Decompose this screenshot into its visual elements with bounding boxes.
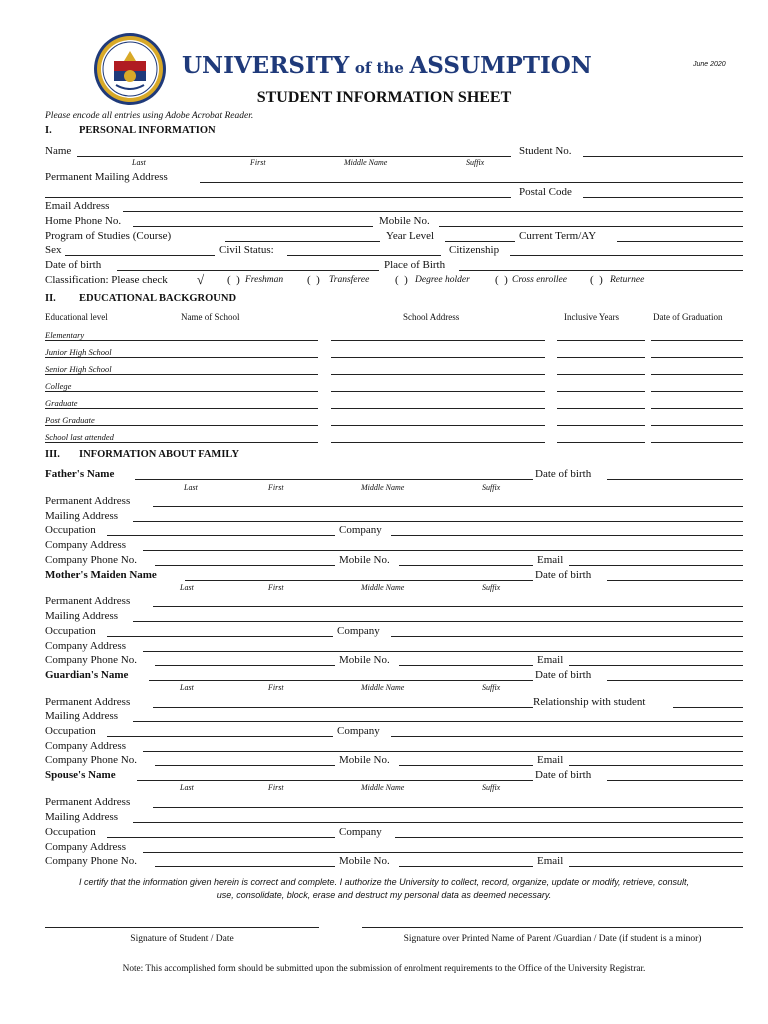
column-header: Date of Graduation [653,312,723,322]
column-header: School Address [403,312,460,322]
university-name [182,52,592,79]
name-part-caption: Suffix [482,583,501,592]
university-name-part: of the [354,59,404,77]
education-level-label: School last attended [45,432,114,442]
spouse-name-field[interactable] [137,768,533,781]
father-company-phone-field[interactable] [155,553,335,566]
graduation-date-field[interactable] [651,432,743,443]
name-part-caption: Middle Name [361,683,405,692]
program-label: Program of Studies (Course) [45,230,172,242]
current-term-label: Current Term/AY [519,230,597,242]
guardian-mailing-address-label: Mailing Address [45,710,119,722]
mother-company-phone-field[interactable] [155,653,335,666]
school-name-field[interactable] [45,398,318,409]
school-address-field[interactable] [331,364,545,375]
name-part-caption: Suffix [482,483,501,492]
name-part-caption: First [250,158,266,167]
mother-email-field[interactable] [569,653,743,666]
education-row [45,347,743,359]
guardian-company-address-field[interactable] [143,739,743,752]
name-part-caption: First [268,583,284,592]
father-company-phone-label: Company Phone No. [45,554,137,566]
inclusive-years-field[interactable] [557,432,645,443]
graduation-date-field[interactable] [651,381,743,392]
father-mailing-address-label: Mailing Address [45,510,119,522]
spouse-company-phone-label: Company Phone No. [45,855,137,867]
mother-company-address-label: Company Address [45,640,126,652]
checkbox-cross-enrollee[interactable]: ( ) [495,274,508,286]
spouse-company-address-label: Company Address [45,841,126,853]
mother-dob-field[interactable] [607,568,743,581]
spouse-email-field[interactable] [569,854,743,867]
home-phone-field[interactable] [133,214,373,227]
name-part-caption: Last [180,583,194,592]
spouse-company-phone-field[interactable] [155,854,335,867]
option-label: Cross enrollee [512,275,567,285]
name-part-caption: Last [184,483,198,492]
graduation-date-field[interactable] [651,330,743,341]
education-level-label: Elementary [45,330,85,340]
civil-status-field[interactable] [287,243,441,256]
mother-mailing-address-field[interactable] [133,609,743,622]
guardian-company-phone-label: Company Phone No. [45,754,137,766]
university-name-part: ASSUMPTION [409,52,592,79]
spouse-email-label: Email [537,855,564,867]
spouse-mobile-field[interactable] [399,854,533,867]
school-address-field[interactable] [331,398,545,409]
section-number: II. [45,293,56,304]
spouse-company-address-field[interactable] [143,840,743,853]
inclusive-years-field[interactable] [557,330,645,341]
mother-mobile-label: Mobile No. [339,654,390,666]
guardian-name-label: Guardian's Name [45,669,129,681]
current-term-field[interactable] [617,229,743,242]
mother-permanent-address-label: Permanent Address [45,595,131,607]
mother-company-address-field[interactable] [143,639,743,652]
year-level-label: Year Level [386,230,435,242]
mother-company-field[interactable] [391,624,743,637]
postal-code-field[interactable] [583,185,743,198]
name-field[interactable] [77,144,511,157]
inclusive-years-field[interactable] [557,381,645,392]
father-mailing-address-field[interactable] [133,509,743,522]
education-row [45,432,743,444]
guardian-occupation-field[interactable] [107,724,333,737]
section-label: INFORMATION ABOUT FAMILY [79,449,240,460]
school-address-field[interactable] [331,330,545,341]
option-label: Freshman [245,275,284,285]
father-company-address-label: Company Address [45,539,126,551]
student-signature-line[interactable] [45,915,319,928]
school-address-field[interactable] [331,347,545,358]
guardian-mobile-label: Mobile No. [339,754,390,766]
parent-signature-label: Signature over Printed Name of Parent /Guardian / Date (if student is a minor) [403,934,702,944]
certification-text: I certify that the information given herein is correct and complete. I authorize the University to collect, record, organize, update or modify, retrieve, consult, use, consolidate, block, erase and destruct my personal data as deemed necessary. [78,877,690,900]
education-level-label: College [45,381,72,391]
spouse-permanent-address-field[interactable] [153,795,743,808]
mother-email-label: Email [537,654,564,666]
mother-company-label: Company [337,625,380,637]
guardian-name-field[interactable] [149,668,533,681]
name-part-caption: Suffix [482,683,501,692]
section-number: I. [45,125,52,136]
mother-name-label: Mother's Maiden Name [45,569,157,581]
mother-permanent-address-field[interactable] [153,594,743,607]
relationship-field[interactable] [673,695,743,708]
spouse-dob-label: Date of birth [535,769,592,781]
father-company-label: Company [339,524,382,536]
spouse-company-field[interactable] [395,825,743,838]
mobile-field[interactable] [439,214,743,227]
guardian-company-address-label: Company Address [45,740,126,752]
graduation-date-field[interactable] [651,347,743,358]
permanent-mailing-label: Permanent Mailing Address [45,171,168,183]
university-name-part: UNIVERSITY [182,52,350,79]
name-part-caption: Middle Name [361,483,405,492]
spouse-permanent-address-label: Permanent Address [45,796,131,808]
father-occupation-label: Occupation [45,524,96,536]
name-part-caption: Suffix [466,158,485,167]
sex-field[interactable] [65,243,215,256]
section-label: PERSONAL INFORMATION [79,125,216,136]
inclusive-years-field[interactable] [557,347,645,358]
section-label: EDUCATIONAL BACKGROUND [79,293,237,304]
mother-company-phone-label: Company Phone No. [45,654,137,666]
name-label: Name [45,145,72,157]
father-dob-field[interactable] [607,467,743,480]
spouse-mailing-address-field[interactable] [133,810,743,823]
guardian-company-phone-field[interactable] [155,753,335,766]
name-part-caption: First [268,483,284,492]
year-level-field[interactable] [445,229,515,242]
education-row [45,398,743,410]
graduation-date-field[interactable] [651,415,743,426]
classification-label: Classification: Please check [45,274,168,286]
option-label: Degree holder [415,275,470,285]
father-dob-label: Date of birth [535,468,592,480]
name-part-caption: Middle Name [361,583,405,592]
inclusive-years-field[interactable] [557,415,645,426]
option-label: Returnee [610,275,645,285]
spouse-mailing-address-label: Mailing Address [45,811,119,823]
form-date: June 2020 [693,61,726,68]
mother-occupation-label: Occupation [45,625,96,637]
checkbox-degree-holder[interactable]: ( ) [395,274,408,286]
guardian-email-field[interactable] [569,753,743,766]
relationship-label: Relationship with student [533,696,646,708]
father-email-field[interactable] [569,553,743,566]
school-name-field[interactable] [45,381,318,392]
pob-field[interactable] [459,258,743,271]
father-mobile-field[interactable] [399,553,533,566]
father-permanent-address-label: Permanent Address [45,495,131,507]
education-row [45,381,743,393]
father-company-field[interactable] [391,523,743,536]
spouse-company-label: Company [339,826,382,838]
guardian-mobile-field[interactable] [399,753,533,766]
page-title: STUDENT INFORMATION SHEET [256,89,512,106]
guardian-dob-field[interactable] [607,668,743,681]
email-label: Email Address [45,200,110,212]
column-header: Educational level [45,312,108,322]
name-part-caption: Middle Name [361,783,405,792]
guardian-mailing-address-field[interactable] [133,709,743,722]
check-mark: √ [197,272,205,287]
father-company-address-field[interactable] [143,538,743,551]
checkbox-returnee[interactable]: ( ) [590,274,603,286]
citizenship-label: Citizenship [449,244,500,256]
education-row [45,364,743,376]
guardian-company-label: Company [337,725,380,737]
father-mobile-label: Mobile No. [339,554,390,566]
father-name-label: Father's Name [45,468,115,480]
mother-mobile-field[interactable] [399,653,533,666]
mother-name-field[interactable] [185,568,533,581]
name-part-caption: Middle Name [344,158,388,167]
spouse-mobile-label: Mobile No. [339,855,390,867]
option-label: Transferee [329,275,370,285]
education-level-label: Post Graduate [45,415,95,425]
father-occupation-field[interactable] [107,523,335,536]
guardian-company-field[interactable] [391,724,743,737]
sex-label: Sex [45,244,62,256]
guardian-permanent-address-label: Permanent Address [45,696,131,708]
parent-signature-line[interactable] [362,915,743,928]
submission-note: Note: This accomplished form should be submitted upon the submission of enrolment requirements to the Office of the University Registrar. [122,964,646,974]
permanent-mailing-field-2[interactable] [45,185,511,198]
program-field[interactable] [225,229,380,242]
inclusive-years-field[interactable] [557,398,645,409]
spouse-name-label: Spouse's Name [45,769,116,781]
mother-dob-label: Date of birth [535,569,592,581]
mobile-label: Mobile No. [379,215,430,227]
education-row [45,415,743,427]
name-part-caption: Last [180,783,194,792]
student-signature-label: Signature of Student / Date [130,934,234,944]
school-address-field[interactable] [331,432,545,443]
civil-status-label: Civil Status: [219,244,274,256]
student-no-field[interactable] [583,144,743,157]
guardian-email-label: Email [537,754,564,766]
postal-code-label: Postal Code [519,186,572,198]
instruction-text: Please encode all entries using Adobe Acrobat Reader. [45,111,254,121]
school-name-field[interactable] [45,330,318,341]
spouse-occupation-label: Occupation [45,826,96,838]
school-address-field[interactable] [331,381,545,392]
father-permanent-address-field[interactable] [153,494,743,507]
father-email-label: Email [537,554,564,566]
permanent-mailing-field[interactable] [200,170,743,183]
inclusive-years-field[interactable] [557,364,645,375]
guardian-occupation-label: Occupation [45,725,96,737]
guardian-permanent-address-field[interactable] [153,695,533,708]
name-part-caption: Last [180,683,194,692]
spouse-occupation-field[interactable] [107,825,335,838]
name-part-caption: First [268,683,284,692]
graduation-date-field[interactable] [651,398,743,409]
mother-mailing-address-label: Mailing Address [45,610,119,622]
checkbox-transferee[interactable]: ( ) [307,274,320,286]
column-header: Inclusive Years [564,312,619,322]
father-name-field[interactable] [135,467,533,480]
education-level-label: Graduate [45,398,78,408]
spouse-dob-field[interactable] [607,768,743,781]
citizenship-field[interactable] [510,243,743,256]
education-row [45,330,743,342]
mother-occupation-field[interactable] [107,624,333,637]
student-no-label: Student No. [519,145,572,157]
dob-label: Date of birth [45,259,102,271]
guardian-dob-label: Date of birth [535,669,592,681]
dob-field[interactable] [117,258,379,271]
home-phone-label: Home Phone No. [45,215,122,227]
pob-label: Place of Birth [384,259,446,271]
graduation-date-field[interactable] [651,364,743,375]
name-part-caption: First [268,783,284,792]
name-part-caption: Last [132,158,146,167]
section-number: III. [45,449,60,460]
name-part-caption: Suffix [482,783,501,792]
email-field[interactable] [123,199,743,212]
checkbox-freshman[interactable]: ( ) [227,274,240,286]
education-level-label: Senior High School [45,364,112,374]
school-address-field[interactable] [331,415,545,426]
education-level-label: Junior High School [45,347,112,357]
column-header: Name of School [181,312,240,322]
